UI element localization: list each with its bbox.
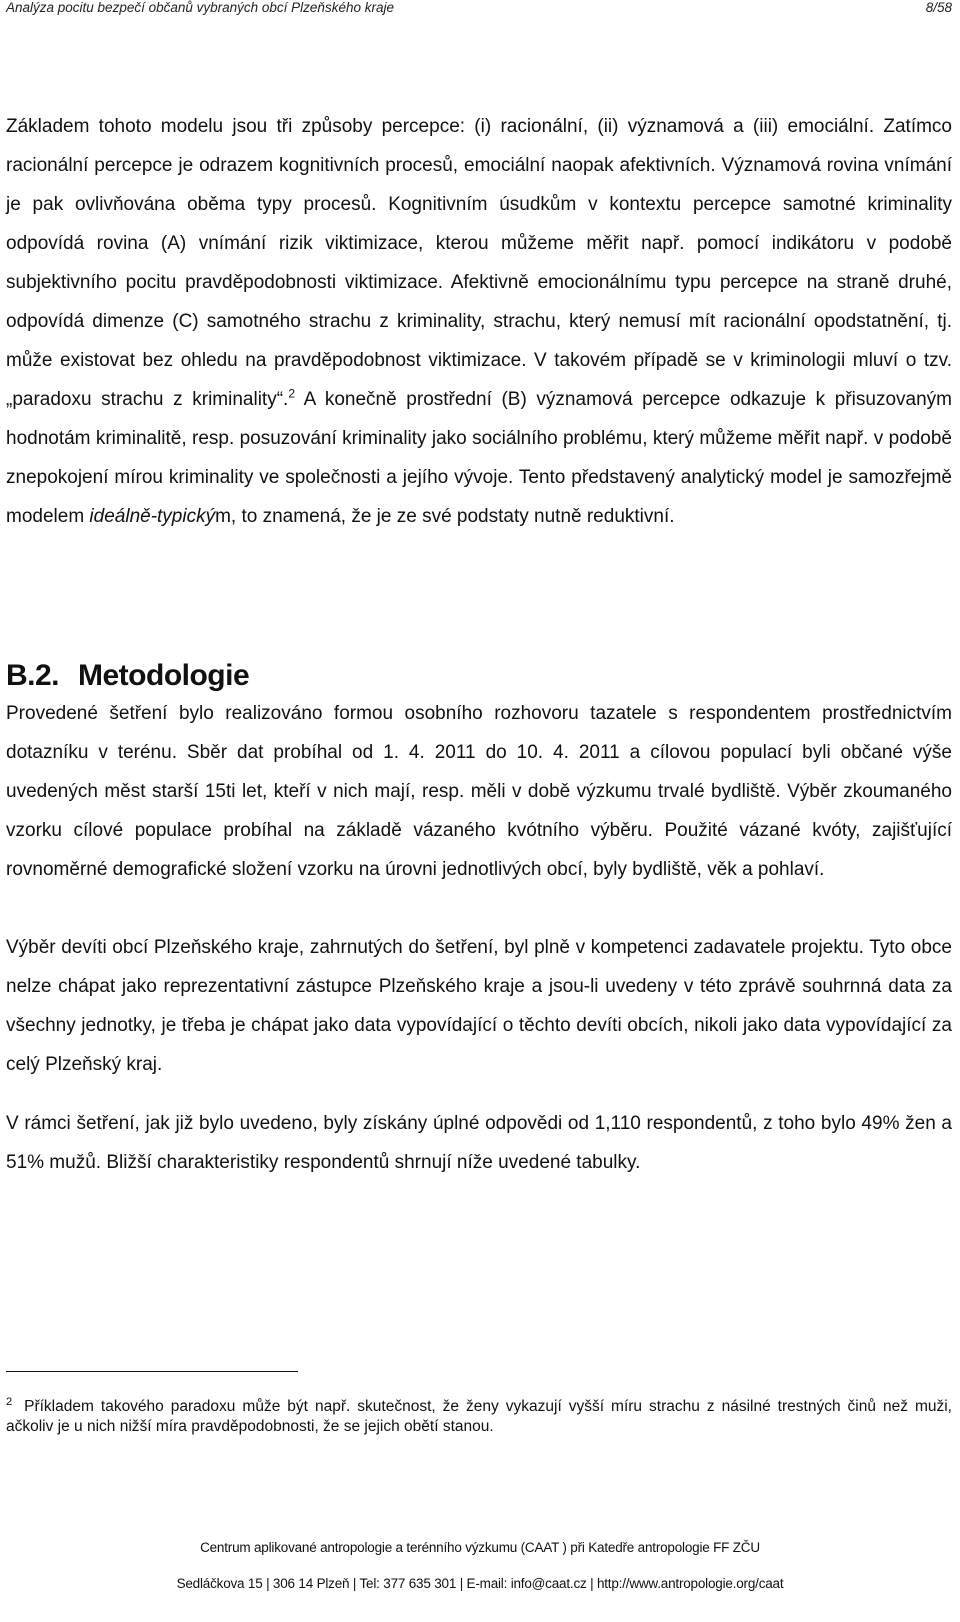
footnote-reference[interactable]: 2 bbox=[288, 386, 295, 401]
paragraph-methodology: Provedené šetření bylo realizováno formou osobního rozhovoru tazatele s respondentem prostřednictvím dotazníku v terénu. Sběr dat probíhal od 1. 4. 2011 do 10. 4. 2011 a cílovou populací byli občané výše uvedených měst starší 15ti let, kteří v nich mají, resp. měli v době výzkumu trvalé bydliště. Výběr zkoumaného vzorku cílové populace probíhal na základě vázaného kvótního výběru. Použité vázané kvóty, zajišťující rovnoměrné demografické složení vzorku na úrovni jednotlivých obcí, byly bydliště, věk a pohlaví. bbox=[6, 703, 952, 880]
footer-institution: Centrum aplikované antropologie a terénního výzkumu (CAAT ) při Katedře antropologie FF ZČU bbox=[200, 1540, 760, 1555]
section-title: Metodologie bbox=[78, 659, 250, 692]
paragraph-text: A konečně prostřední (B) významová percepce odkazuje k přisuzovaným hodnotám kriminalitě, resp. posuzování kriminality jako sociálního problému, který můžeme měřit např. v podobě znepokojení mírou kriminality ve společnosti a jejího vývoje. Tento představený analytický model je samozřejmě modelem bbox=[6, 389, 952, 527]
paragraph-text: Základem tohoto modelu jsou tři způsoby percepce: (i) racionální, (ii) významová a (iii) emociální. Zatímco racionální percepce je odrazem kognitivních procesů, emociální naopak afektivních. Významová rovina vnímání je pak ovlivňována oběma typy procesů. Kognitivním úsudkům v kontextu percepce samotné kriminality odpovídá rovina (A) vnímání rizik viktimizace, kterou můžeme měřit např. pomocí indikátoru v podobě subjektivního pocitu pravděpodobnosti viktimizace. Afektivně emocionálnímu typu percepce na straně druhé, odpovídá dimenze (C) samotného strachu z kriminality, strachu, který nemusí mít racionální opodstatnění, tj. může existovat bez ohledu na pravděpodobnost viktimizace. V takovém případě se v kriminologii mluví o tzv. „paradoxu strachu z kriminality“. bbox=[6, 116, 952, 410]
paragraph-perception-model bbox=[6, 107, 952, 536]
section-heading bbox=[6, 656, 249, 696]
italic-term: ideálně-typický bbox=[89, 506, 216, 527]
footnote bbox=[6, 1397, 952, 1437]
footnote-mark: 2 bbox=[6, 1395, 13, 1408]
running-header-title: Analýza pocitu bezpečí občanů vybraných obcí Plzeňského kraje bbox=[6, 0, 394, 15]
section-number: B.2. bbox=[6, 659, 60, 692]
paragraph-municipality-selection: Výběr devíti obcí Plzeňského kraje, zahrnutých do šetření, byl plně v kompetenci zadavatele projektu. Tyto obce nelze chápat jako reprezentativní zástupce Plzeňského kraje a jsou-li uvedeny v této zprávě souhrnná data za všechny jednotky, je třeba je chápat jako data vypovídající o těchto devíti obcích, nikoli jako data vypovídající za celý Plzeňský kraj. bbox=[6, 937, 952, 1075]
footer-contact: Sedláčkova 15 | 306 14 Plzeň | Tel: 377 635 301 | E-mail: info@caat.cz | http://www.antropologie.org/caat bbox=[176, 1576, 784, 1591]
footnote-separator bbox=[6, 1371, 298, 1372]
page-number: 8/58 bbox=[925, 0, 952, 15]
footnote-text: Příkladem takového paradoxu může být např. skutečnost, že ženy vykazují vyšší míru strachu z násilné trestných činů než muži, ačkoliv je u nich nižší míra pravděpodobnosti, že se jejich obětí stanou. bbox=[6, 1398, 952, 1435]
paragraph-respondents: V rámci šetření, jak již bylo uvedeno, byly získány úplné odpovědi od 1,110 respondentů, z toho bylo 49% žen a 51% mužů. Bližší charakteristiky respondentů shrnují níže uvedené tabulky. bbox=[6, 1113, 952, 1173]
paragraph-text: m, to znamená, že je ze své podstaty nutně reduktivní. bbox=[215, 506, 675, 527]
